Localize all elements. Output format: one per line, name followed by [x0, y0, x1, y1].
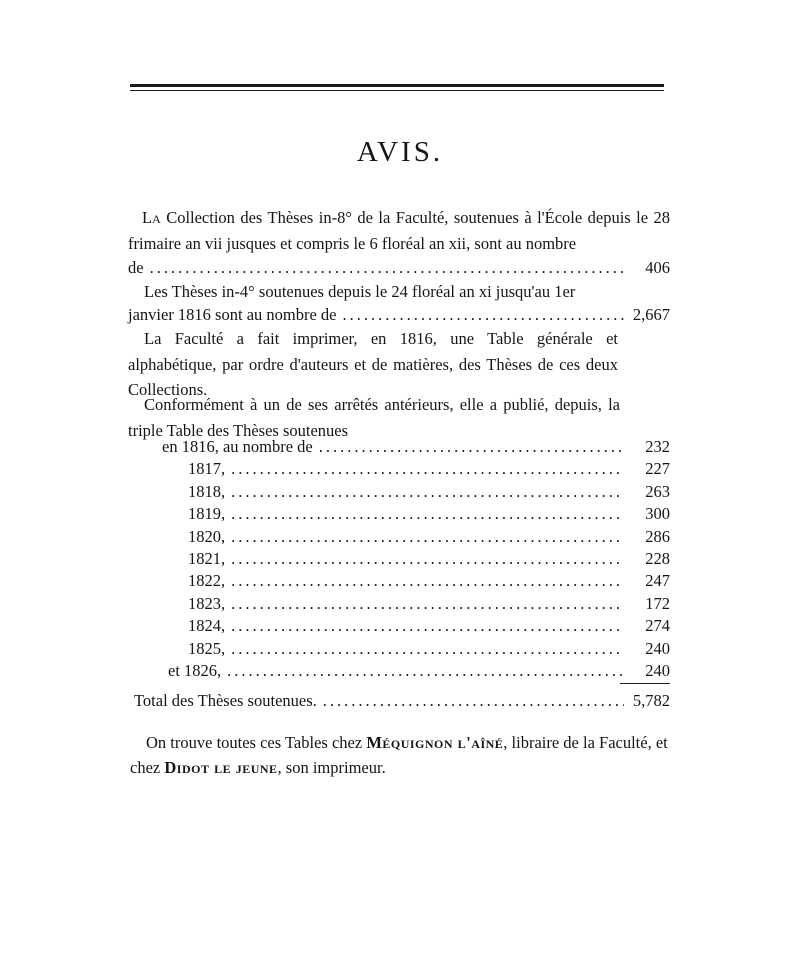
publisher-name: Méquignon l'aîné [366, 733, 504, 752]
dot-leader [323, 688, 624, 713]
dot-leader [231, 615, 624, 637]
para1-value: 406 [645, 258, 670, 277]
total-rule [620, 683, 670, 684]
intro-paragraph-3: La Faculté a fait imprimer, en 1816, une Table générale et alphabétique, par ordre d'auteurs et de matières, des Thèses de ces deux Collections. [128, 329, 618, 399]
para1-last-label: de [128, 258, 144, 277]
year-label: 1819, [188, 504, 226, 524]
total-value: 5,782 [632, 691, 670, 710]
year-row [128, 660, 670, 682]
dot-leader [319, 436, 624, 458]
para1-text: Collection des Thèses in-8° de la Faculté, soutenues à l'École depuis le 28 frimaire an vii jusques et compris le 6 floréal an xii, sont au nombre [128, 208, 670, 253]
top-rule [130, 84, 664, 87]
year-value: 300 [645, 504, 670, 524]
year-value: 227 [645, 459, 670, 479]
year-label: 1824, [188, 616, 226, 636]
para2-text: Les Thèses in-4° soutenues depuis le 24 floréal an xi jusqu'au 1er [144, 282, 576, 301]
notice-text-a: On trouve toutes ces Tables chez [146, 733, 363, 752]
page-title: AVIS. [356, 136, 444, 168]
printer-name: Didot le jeune [164, 758, 278, 777]
year-row [128, 526, 670, 548]
year-value: 286 [645, 526, 670, 546]
theses-by-year-table [128, 436, 670, 682]
year-value: 263 [645, 481, 670, 501]
year-label: en 1816, au nombre de [162, 437, 313, 456]
year-label: 1817, [188, 459, 226, 479]
year-value: 274 [645, 616, 670, 636]
dot-leader [231, 593, 624, 615]
dot-leader [231, 481, 624, 503]
para1-lead: La [142, 208, 161, 227]
dot-leader [343, 302, 625, 327]
notice-paragraph [130, 730, 675, 780]
year-label: 1821, [188, 548, 226, 568]
year-value: 232 [645, 437, 670, 456]
para2-value: 2,667 [632, 305, 670, 324]
para2-last-label: janvier 1816 sont au nombre de [128, 305, 337, 324]
intro-paragraph-4: Conformément à un de ses arrêtés antérieurs, elle a publié, depuis, la triple Table des Thèses soutenues [128, 395, 620, 440]
year-row [128, 481, 670, 503]
dot-leader [231, 570, 624, 592]
year-label: et 1826, [168, 660, 222, 680]
total-label: Total des Thèses soutenues. [134, 691, 317, 710]
year-label: 1822, [188, 571, 226, 591]
notice-text-c: , son imprimeur. [277, 758, 386, 777]
dot-leader [227, 660, 624, 682]
year-value: 228 [645, 548, 670, 568]
para2-total-line [128, 302, 670, 327]
year-value: 247 [645, 571, 670, 591]
dot-leader [150, 255, 624, 280]
dot-leader [231, 526, 624, 548]
notice-text-b: , libraire de la Faculté, et chez [130, 733, 668, 777]
intro-paragraph-1 [128, 205, 670, 256]
dot-leader [231, 638, 624, 660]
year-value: 240 [645, 660, 670, 680]
dot-leader [231, 548, 624, 570]
year-row [128, 638, 670, 660]
year-label: 1825, [188, 638, 226, 658]
year-label: 1820, [188, 526, 226, 546]
year-row [128, 436, 670, 458]
dot-leader [231, 503, 624, 525]
year-row [128, 570, 670, 592]
para1-total-line [128, 255, 670, 280]
intro-paragraph-2 [128, 279, 670, 305]
year-row [128, 503, 670, 525]
year-value: 240 [645, 638, 670, 658]
year-row [128, 548, 670, 570]
year-label: 1818, [188, 481, 226, 501]
year-row [128, 458, 670, 480]
year-value: 172 [645, 593, 670, 613]
dot-leader [231, 458, 624, 480]
top-rule-thin [130, 90, 664, 91]
year-label: 1823, [188, 593, 226, 613]
year-row [128, 615, 670, 637]
year-row [128, 593, 670, 615]
total-line [134, 688, 670, 713]
